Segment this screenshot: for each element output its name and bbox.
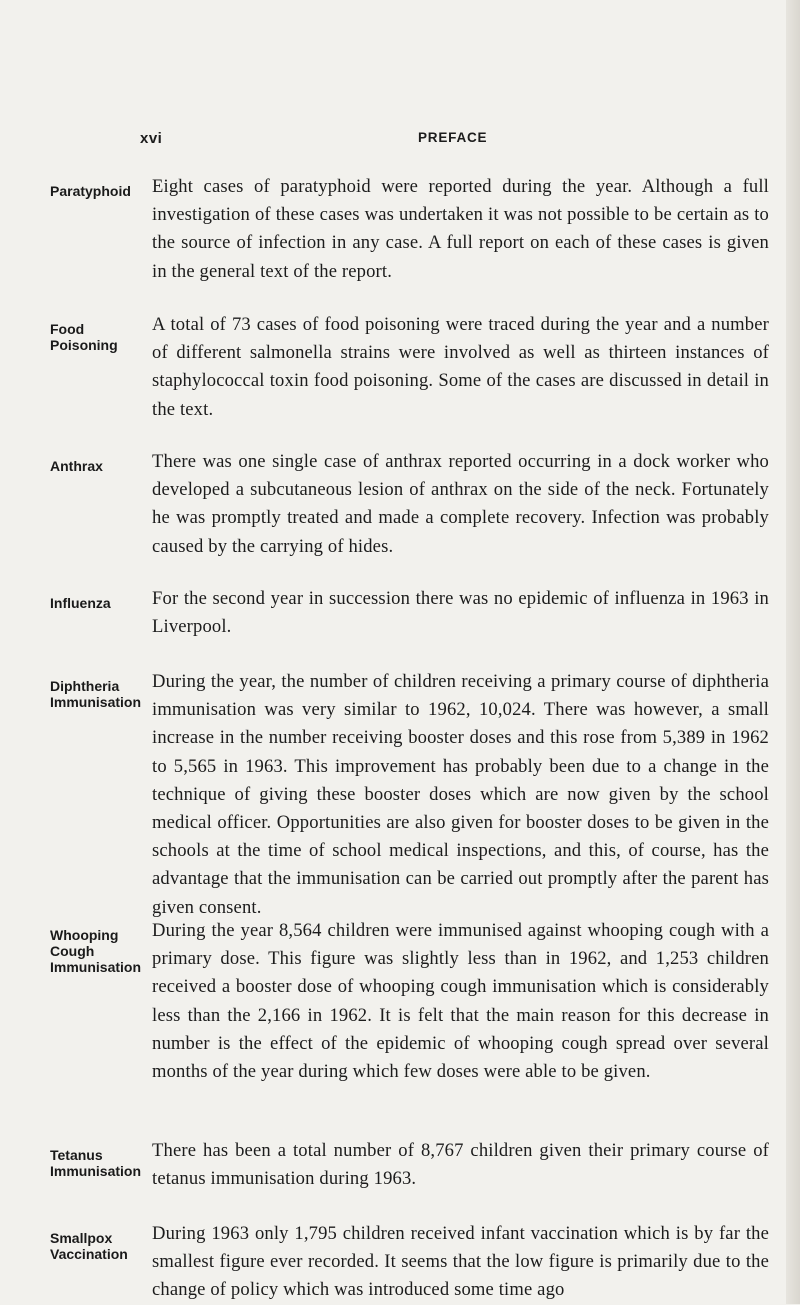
side-heading-line: Tetanus xyxy=(50,1147,103,1163)
side-heading-line: Whooping xyxy=(50,927,119,943)
section-body: Eight cases of paratyphoid were reported during the year. Although a full investigation of these cases was undertaken it was not possible to be certain as to the source of infection in any case. A full report on each of these cases is given in the general text of the report. xyxy=(152,176,769,282)
section-body: There was one single case of anthrax reported occurring in a dock worker who developed a subcutaneous lesion of anthrax on the side of the neck. Fortunately he was promptly treated and made a complete recovery. Infection was probably caused by the carrying of hides. xyxy=(152,451,769,557)
section-body: There has been a total number of 8,767 children given their primary course of tetanus immunisation during 1963. xyxy=(152,1140,769,1190)
page-header xyxy=(0,130,800,152)
page-number: xvi xyxy=(140,130,163,147)
side-heading-line: Cough xyxy=(50,943,95,959)
side-heading-line: Smallpox xyxy=(50,1230,113,1246)
side-heading-line: Food xyxy=(50,321,85,337)
side-heading-line: Poisoning xyxy=(50,337,118,353)
section-body: During the year, the number of children receiving a primary course of diphtheria immunisation was very similar to 1962, 10,024. There was however, a small increase in the number receiving booster doses and this rose from 5,389 in 1962 to 5,565 in 1963. This improvement has probably been due to a change in the technique of giving these booster doses which are now given by the school medical officer. Opportunities are also given for booster doses to be given in the schools at the time of school medical inspections, and this, of course, has the advantage that the immunisation can be carried out promptly after the parent has given consent. xyxy=(152,671,769,918)
side-heading-line: Immunisation xyxy=(50,1163,142,1179)
side-heading-line: Diphtheria xyxy=(50,678,120,694)
running-head: PREFACE xyxy=(418,130,488,145)
page-edge-shadow xyxy=(786,0,800,1304)
side-heading-line: Anthrax xyxy=(50,458,103,474)
side-heading-line: Influenza xyxy=(50,595,111,611)
side-heading-line: Vaccination xyxy=(50,1246,128,1262)
section-body: A total of 73 cases of food poisoning were traced during the year and a number of different salmonella strains were involved as well as thirteen instances of staphylococcal toxin food poisoning. Some of the cases are discussed in detail in the text. xyxy=(152,314,769,420)
section-body: For the second year in succession there was no epidemic of influenza in 1963 in Liverpool. xyxy=(152,588,769,638)
side-heading-line: Paratyphoid xyxy=(50,183,131,199)
side-heading-line: Immunisation xyxy=(50,959,142,975)
section-body: During the year 8,564 children were immunised against whooping cough with a primary dose. This figure was slightly less than in 1962, and 1,253 children received a booster dose of whooping cough immunisation which is considerably less than the 2,166 in 1962. It is felt that the main reason for this decrease in number is the effect of the epidemic of whooping cough spread over several months of the year during which few doses were able to be given. xyxy=(152,920,769,1083)
side-heading-line: Immunisation xyxy=(50,694,142,710)
section-body: During 1963 only 1,795 children received infant vaccination which is by far the smallest figure ever recorded. It seems that the low figure is primarily due to the change of policy which was introduced some time ago xyxy=(152,1223,769,1301)
